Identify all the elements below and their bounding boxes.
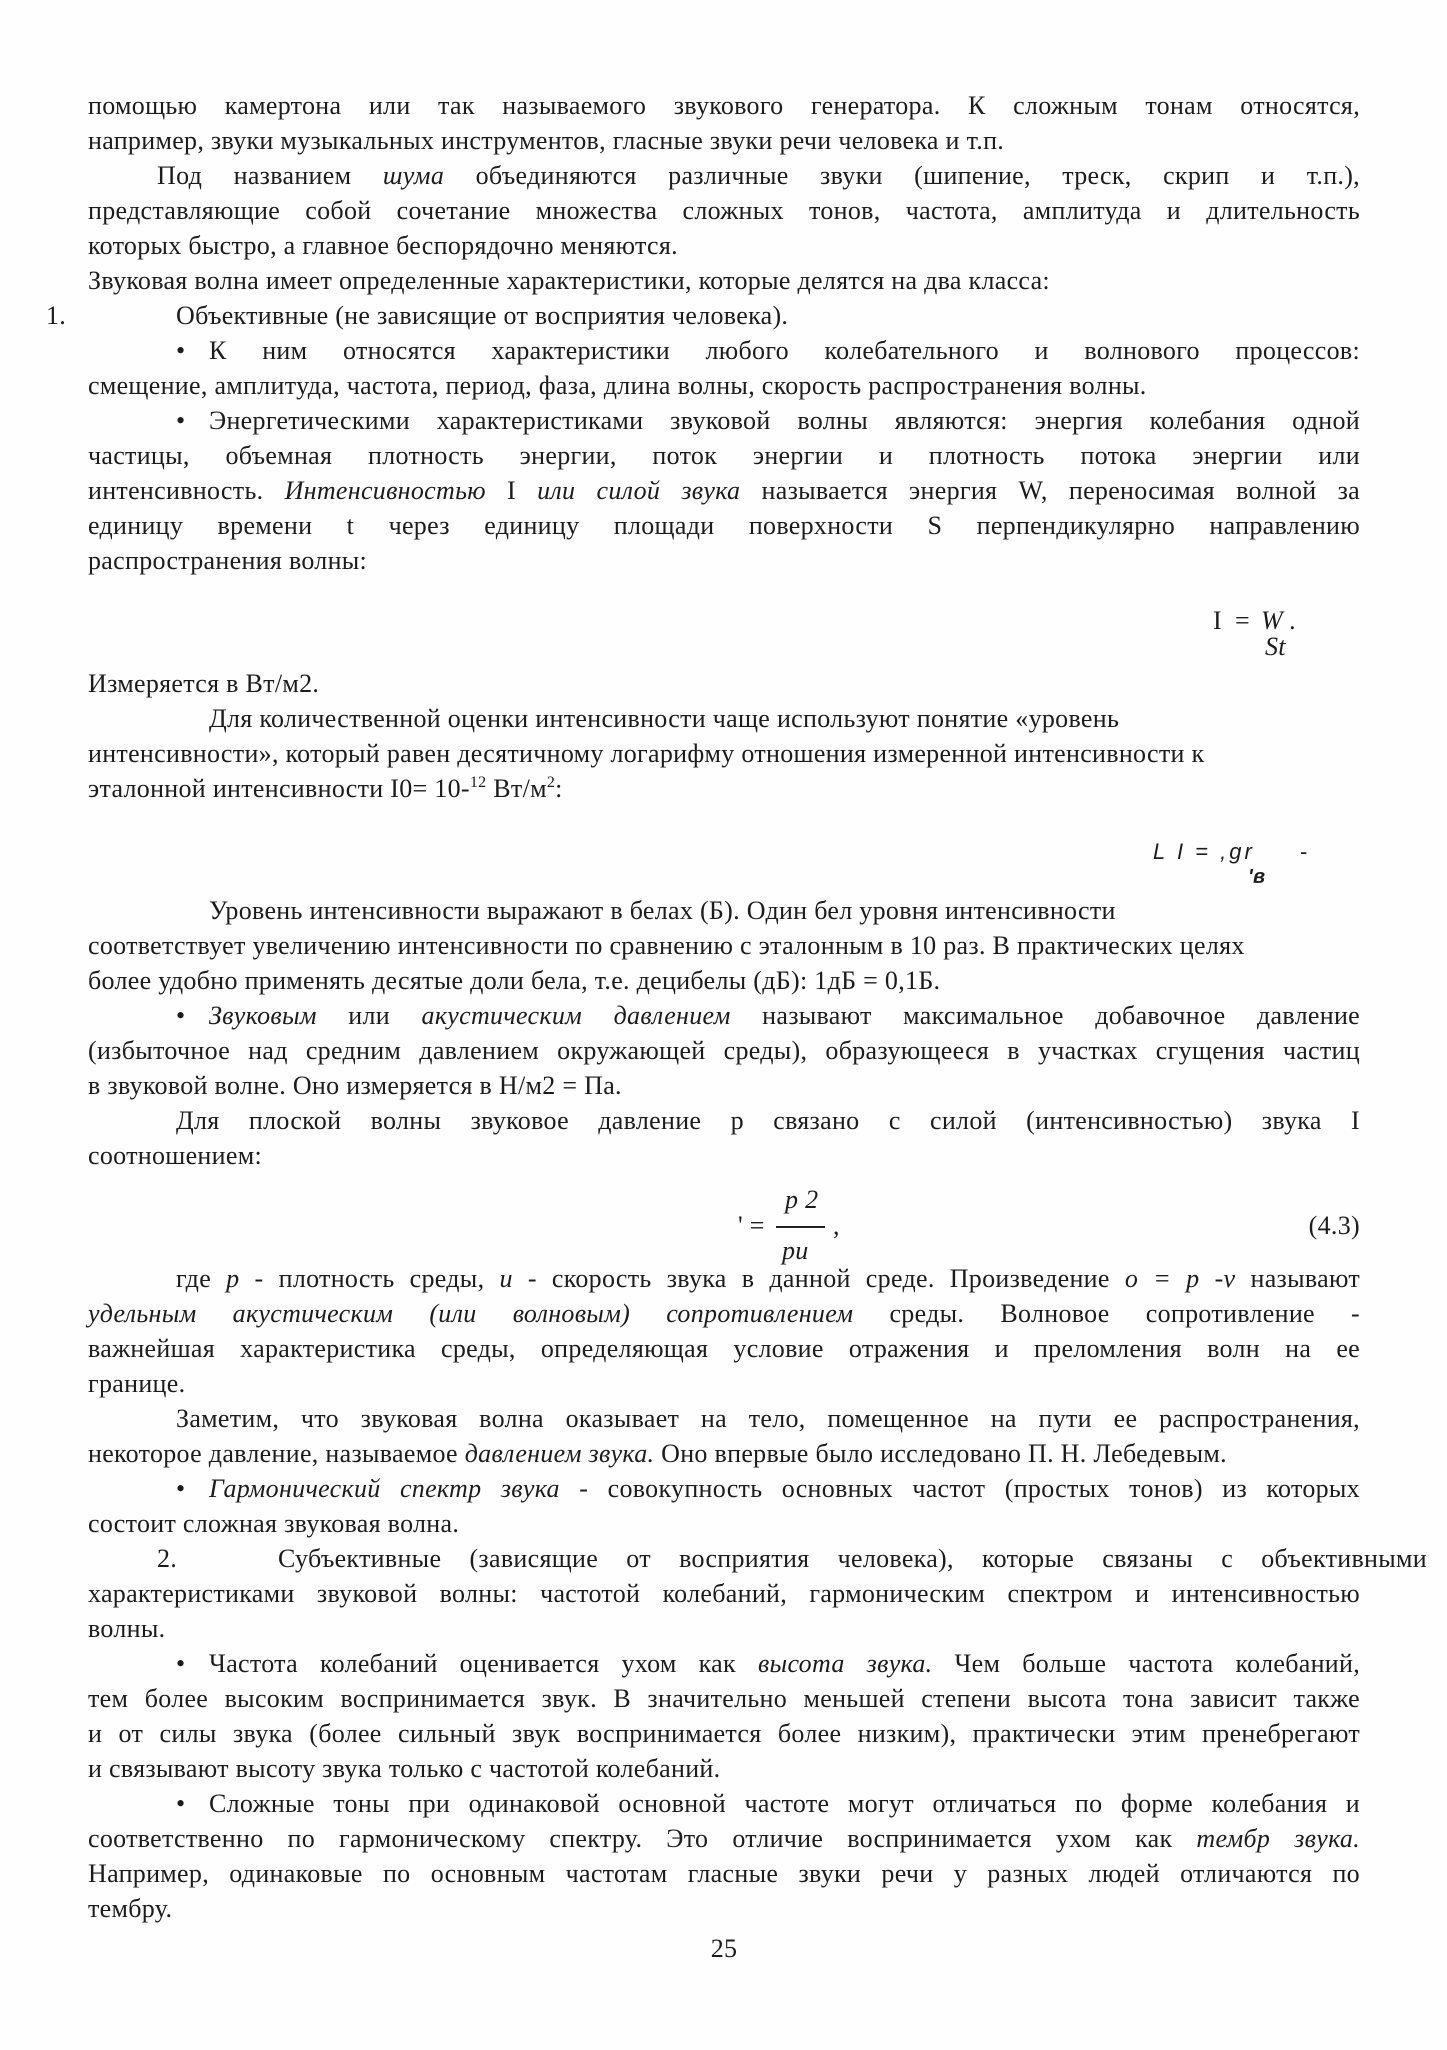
text-run: распространения волны: (88, 546, 368, 575)
text-line (88, 1716, 1360, 1751)
formula-numerator: W . (1261, 606, 1297, 635)
text-run: Чем больше частота колебаний, (932, 1649, 1361, 1678)
text-line (88, 228, 1360, 263)
text-line (88, 1331, 1360, 1366)
emphasis: акустическим давлением (421, 1001, 731, 1030)
page-number: 25 (710, 1934, 738, 1963)
text-run: которых быстро, а главное беспорядочно меняются. (88, 231, 678, 260)
text-line (88, 1821, 1360, 1856)
formula-denominator: St (1265, 632, 1286, 661)
text-line (88, 963, 1360, 998)
bullet-icon: • (176, 1001, 186, 1030)
text-run: некоторое давление, называемое (88, 1439, 465, 1468)
text-run: в звуковой волне. Оно измеряется в Н/м2 = Па. (88, 1071, 622, 1100)
bullet-spectrum (88, 1471, 1360, 1541)
bullet-pitch (88, 1646, 1360, 1786)
text-line (88, 701, 1360, 736)
text-line (88, 438, 1360, 473)
text-run: называют (1235, 1264, 1360, 1293)
emphasis: или силой звука (537, 476, 741, 505)
text-line (88, 368, 1360, 403)
bullet-icon: • (176, 336, 186, 365)
formula-lhs: I (1213, 606, 1222, 635)
text-run: Вт/м (486, 774, 547, 803)
text-run: Уровень интенсивности выражают в белах (Б). Один бел уровня интенсивности (209, 896, 1116, 925)
text-line (88, 508, 1360, 543)
emphasis: o = p -v (1124, 1264, 1236, 1293)
text-run: соотношением: (88, 1141, 262, 1170)
text-run: Под названием (157, 161, 383, 190)
text-run: и связывают высоту звука только с частотой колебаний. (88, 1754, 721, 1783)
text-run: Измеряется в Вт/м2. (88, 669, 320, 698)
text-run: Объективные (не зависящие от восприятия человека). (176, 301, 789, 330)
text-run: : (555, 774, 563, 803)
text-line (88, 1541, 1427, 1576)
text-run: представляющие собой сочетание множества сложных тонов, частота, амплитуда и длительность (88, 196, 1360, 225)
text-line (88, 473, 1360, 508)
paragraph-impedance (88, 1261, 1360, 1401)
text-line (88, 1681, 1360, 1716)
text-line (88, 1891, 1360, 1926)
text-run: Оно впервые было исследовано П. Н. Лебедевым. (654, 1439, 1227, 1468)
paragraph-classes (88, 263, 1360, 298)
text-run: например, звуки музыкальных инструментов, гласные звуки речи человека и т.п. (88, 126, 1005, 155)
text-run: - скорость звука в данной среде. Произведение (512, 1264, 1125, 1293)
equation-number: (4.3) (1308, 1211, 1360, 1240)
formula-tail: - (1300, 839, 1308, 864)
text-run: границе. (88, 1369, 186, 1398)
text-line (88, 1366, 1360, 1401)
text-line (88, 263, 1360, 298)
text-run: и от силы звука (более сильный звук воспринимается более низким), практически этим пренебрегают (88, 1719, 1360, 1748)
text-run: объединяются различные звуки (шипение, треск, скрип и т.п.), (444, 161, 1360, 190)
text-run: называют максимальное добавочное давление (730, 1001, 1360, 1030)
formula-sound-pressure (88, 1173, 1360, 1265)
text-run: эталонной интенсивности I0= 10- (88, 774, 470, 803)
bullet-icon: • (176, 406, 186, 435)
text-run: или (316, 1001, 422, 1030)
text-line (88, 1786, 1360, 1821)
text-line (88, 666, 1360, 701)
emphasis: шума (382, 161, 445, 190)
text-run: Например, одинаковые по основным частотам гласные звуки речи у разных людей отличаются по (88, 1859, 1360, 1888)
text-line (88, 1401, 1360, 1436)
text-line (88, 1471, 1360, 1506)
text-run: соответственно по гармоническому спектру. Это отличие воспринимается ухом как (88, 1824, 1197, 1853)
text-run: характеристиками звуковой волны: частотой колебаний, гармоническим спектром и интенсивностью (88, 1579, 1360, 1608)
text-run: более удобно применять десятые доли бела, т.е. децибелы (дБ): 1дБ = 0,1Б. (88, 966, 941, 995)
text-line (88, 88, 1360, 123)
bullet-timbre (88, 1786, 1360, 1926)
formula-equals: = (1235, 606, 1250, 635)
list-item-subjective (88, 1541, 1427, 1646)
formula-intensity-level (88, 806, 1360, 893)
text-line (88, 1856, 1360, 1891)
paragraph-noise (88, 158, 1360, 263)
text-line (88, 1033, 1360, 1068)
formula-numerator: p 2 (785, 1185, 819, 1214)
paragraph-intro (88, 88, 1360, 158)
emphasis: высота звука. (757, 1649, 933, 1678)
text-run: Заметим, что звуковая волна оказывает на тело, помещенное на пути ее распространения, (176, 1404, 1360, 1433)
paragraph-plane-wave (88, 1103, 1360, 1173)
emphasis: Звуковым (209, 1001, 317, 1030)
text-run: Энергетическими характеристиками звуковой волны являются: энергия колебания одной (209, 406, 1360, 435)
text-line (88, 771, 1360, 806)
paragraph-bel (88, 893, 1360, 998)
text-run: среды. Волновое сопротивление - (853, 1299, 1360, 1328)
superscript: 2 (546, 774, 556, 791)
text-line (88, 193, 1360, 228)
emphasis: u (499, 1264, 513, 1293)
emphasis: удельным акустическим (или волновым) сопротивлением (88, 1299, 854, 1328)
paragraph-radiation-pressure (88, 1401, 1360, 1471)
bullet-icon: • (176, 1649, 186, 1678)
text-run: тембру. (88, 1894, 173, 1923)
text-run: смещение, амплитуда, частота, период, фаза, длина волны, скорость распространения волны. (88, 371, 1147, 400)
list-number: 2. (157, 1544, 178, 1573)
text-line (88, 1103, 1360, 1138)
formula-expression: L I = ,gr (1153, 839, 1255, 864)
text-line (88, 1296, 1360, 1331)
emphasis: тембр звука. (1196, 1824, 1360, 1853)
text-line (88, 1506, 1360, 1541)
bullet-icon: • (176, 1789, 186, 1818)
text-run: волны. (88, 1614, 166, 1643)
text-line (88, 543, 1360, 578)
bullet-acoustic-pressure (88, 998, 1360, 1103)
text-run: Частота колебаний оценивается ухом как (209, 1649, 758, 1678)
text-run: интенсивность. (88, 476, 285, 505)
paragraph-level-definition (88, 701, 1360, 806)
text-run: частицы, объемная плотность энергии, поток энергии и плотность потока энергии или (88, 441, 1360, 470)
text-line (88, 333, 1360, 368)
formula-intensity (88, 578, 1360, 666)
text-line (88, 893, 1360, 928)
text-run: Сложные тоны при одинаковой основной частоте могут отличаться по форме колебания и (209, 1789, 1360, 1818)
list-item-objective (46, 298, 1360, 333)
bullet-kinematic (88, 333, 1360, 403)
formula-tail: , (833, 1211, 840, 1240)
text-line (88, 1646, 1360, 1681)
text-run: важнейшая характеристика среды, определяющая условие отражения и преломления волн на ее (88, 1334, 1360, 1363)
emphasis: давлением звука. (464, 1439, 655, 1468)
text-run: совокупность основных частот (простых тонов) из которых (588, 1474, 1360, 1503)
fraction-bar (776, 1226, 825, 1228)
text-line (88, 403, 1360, 438)
text-line (88, 736, 1360, 771)
bullet-energy (88, 403, 1360, 578)
text-line (88, 1436, 1360, 1471)
formula-lhs: ' = (738, 1211, 765, 1240)
text-line (88, 1576, 1360, 1611)
text-line (88, 123, 1360, 158)
text-run: где (176, 1264, 227, 1293)
text-run: интенсивности», который равен десятичному логарифму отношения измеренной интенсивности к (88, 739, 1205, 768)
text-run: Субъективные (зависящие от восприятия человека), которые связаны с объективными (278, 1544, 1427, 1573)
formula-denominator: pu (782, 1236, 809, 1265)
text-line (88, 1611, 1360, 1646)
text-run: помощью камертона или так называемого звукового генератора. К сложным тонам относятся, (88, 91, 1360, 120)
text-line (88, 928, 1360, 963)
text-run: Для количественной оценки интенсивности чаще используют понятие «уровень (209, 704, 1120, 733)
emphasis: Гармонический спектр звука - (209, 1474, 589, 1503)
page-body (46, 88, 1427, 1966)
text-run: - плотность среды, (239, 1264, 500, 1293)
text-run: соответствует увеличению интенсивности по сравнению с эталонным в 10 раз. В практических целях (88, 931, 1245, 960)
text-line (88, 1261, 1360, 1296)
text-line (88, 1751, 1360, 1786)
text-line (88, 998, 1360, 1033)
bullet-icon: • (176, 1474, 186, 1503)
text-run: К ним относятся характеристики любого колебательного и волнового процессов: (209, 336, 1360, 365)
paragraph-unit (88, 666, 1360, 701)
text-run: Для плоской волны звуковое давление р связано с силой (интенсивностью) звука I (176, 1106, 1360, 1135)
text-run: единицу времени t через единицу площади поверхности S перпендикулярно направлению (88, 511, 1360, 540)
text-run: называется энергия W, переносимая волной за (740, 476, 1361, 505)
text-run: тем более высоким воспринимается звук. В значительно меньшей степени высота тона зависит также (88, 1684, 1360, 1713)
superscript: 12 (469, 774, 487, 791)
text-line (88, 1068, 1360, 1103)
text-run: Звуковая волна имеет определенные характеристики, которые делятся на два класса: (88, 266, 1050, 295)
list-number: 1. (46, 301, 67, 330)
emphasis: Интенсивностью (284, 476, 486, 505)
text-run: (избыточное над средним давлением окружающей среды), образующееся в участках сгущения частиц (88, 1036, 1360, 1065)
text-run: состоит сложная звуковая волна. (88, 1509, 460, 1538)
emphasis: p (226, 1264, 240, 1293)
text-line (88, 158, 1360, 193)
text-line (88, 1138, 1360, 1173)
formula-subscript: 'в (1248, 866, 1266, 888)
text-run: I (485, 476, 538, 505)
text-line (46, 298, 1360, 333)
